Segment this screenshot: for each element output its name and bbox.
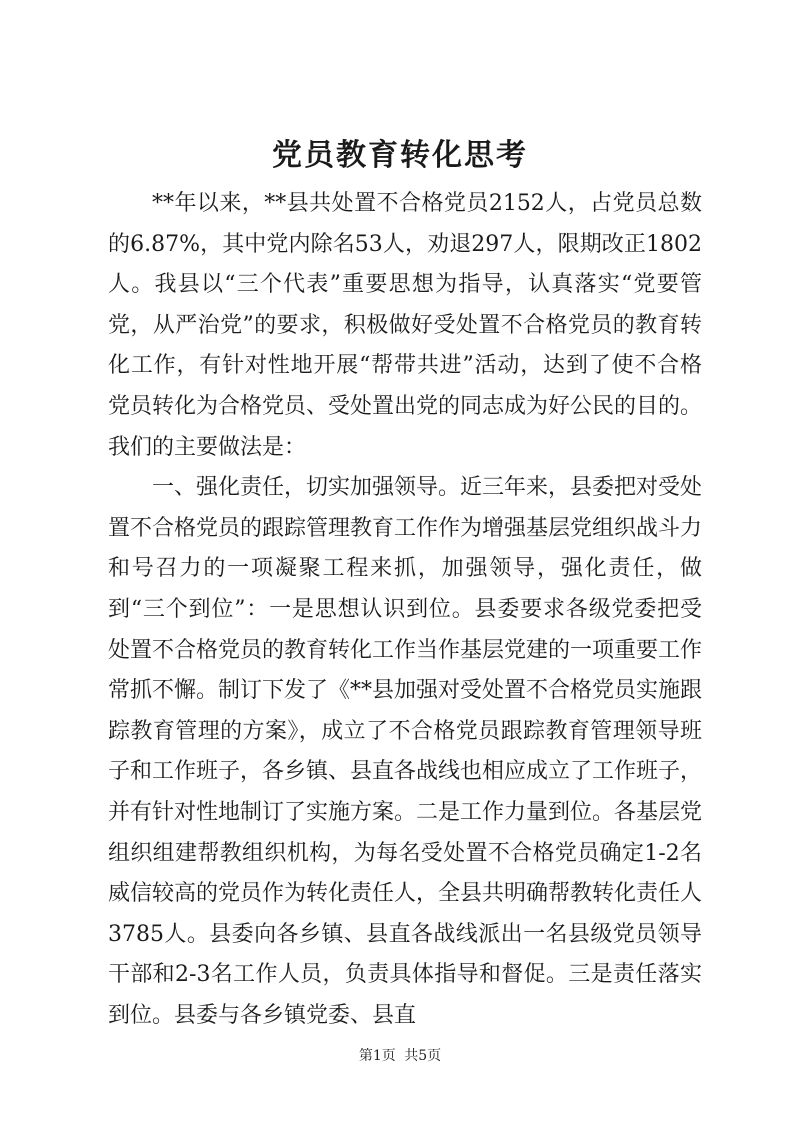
document-body: [108, 184, 702, 1036]
paragraph-intro: **年以来，**县共处置不合格党员2152人，占党员总数的6.87%，其中党内除名53人，劝退297人，限期改正1802人。我县以“三个代表”重要思想为指导，认真落实“党要管党，从严治党”的要求，积极做好受处置不合格党员的教育转化工作，有针对性地开展“帮带共进”活动，达到了使不合格党员转化为合格党员、受处置出党的同志成为好公民的目的。我们的主要做法是：: [108, 191, 703, 460]
document-title: 党员教育转化思考: [272, 138, 528, 173]
page-footer: [0, 1046, 800, 1066]
page-number: 第1页: [358, 1048, 396, 1064]
page-total: 共5页: [404, 1048, 442, 1064]
paragraph-strengthen-responsibility: 一、强化责任，切实加强领导。近三年来，县委把对受处置不合格党员的跟踪管理教育工作作为增强基层党组织战斗力和号召力的一项凝聚工程来抓，加强领导，强化责任，做到“三个到位”：一是思想认识到位。县委要求各级党委把受处置不合格党员的教育转化工作当作基层党建的一项重要工作常抓不懈。制订下发了《**县加强对受处置不合格党员实施跟踪教育管理的方案》，成立了不合格党员跟踪教育管理领导班子和工作班子，各乡镇、县直各战线也相应成立了工作班子，并有针对性地制订了实施方案。二是工作力量到位。各基层党组织组建帮教组织机构，为每名受处置不合格党员确定1-2名威信较高的党员作为转化责任人，全县共明确帮教转化责任人3785人。县委向各乡镇、县直各战线派出一名县级党员领导干部和2-3名工作人员，负责具体指导和督促。三是责任落实到位。县委与各乡镇党委、县直: [108, 475, 703, 1028]
